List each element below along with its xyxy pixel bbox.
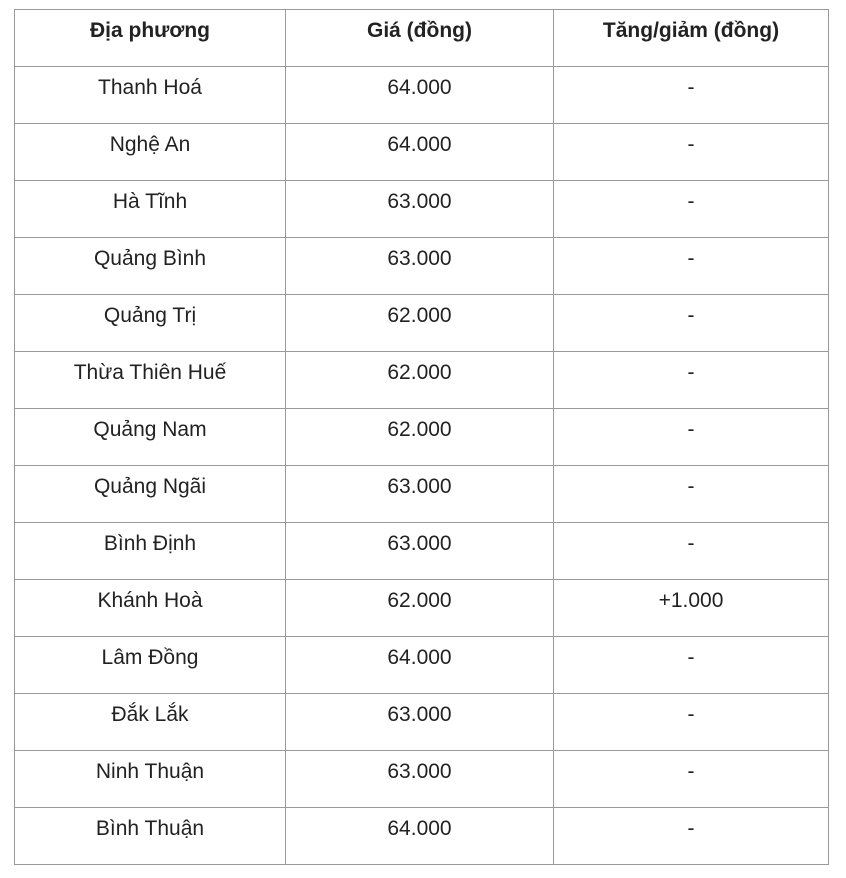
table-row: [15, 352, 829, 409]
locality-text: Đắk Lắk: [111, 703, 189, 726]
locality-cell: [15, 523, 286, 580]
price-cell: [286, 124, 554, 181]
change-text: +1.000: [658, 589, 724, 612]
change-cell: [554, 124, 829, 181]
locality-cell: [15, 238, 286, 295]
table-row: [15, 409, 829, 466]
price-text: 64.000: [387, 76, 452, 99]
price-text: 62.000: [387, 304, 452, 327]
header-cell-price: [286, 10, 554, 67]
locality-text: Quảng Bình: [93, 247, 207, 270]
header-locality-label: Địa phương: [90, 19, 210, 42]
locality-text: Hà Tĩnh: [112, 190, 188, 213]
table-row: [15, 124, 829, 181]
change-text: -: [687, 418, 695, 441]
locality-cell: [15, 67, 286, 124]
price-cell: [286, 637, 554, 694]
locality-text: Ninh Thuận: [95, 760, 205, 783]
change-text: -: [687, 646, 695, 669]
locality-text: Thừa Thiên Huế: [73, 361, 227, 384]
price-table-container: [14, 9, 829, 865]
header-price-label: Giá (đồng): [367, 19, 472, 42]
table-row: [15, 181, 829, 238]
locality-cell: [15, 295, 286, 352]
change-text: -: [687, 703, 695, 726]
locality-cell: [15, 352, 286, 409]
change-cell: [554, 238, 829, 295]
price-cell: [286, 523, 554, 580]
table-row: [15, 751, 829, 808]
change-text: -: [687, 532, 695, 555]
locality-cell: [15, 124, 286, 181]
table-row: [15, 523, 829, 580]
table-row: [15, 67, 829, 124]
locality-cell: [15, 808, 286, 865]
change-cell: [554, 181, 829, 238]
locality-cell: [15, 637, 286, 694]
locality-cell: [15, 409, 286, 466]
locality-cell: [15, 580, 286, 637]
price-cell: [286, 466, 554, 523]
locality-text: Bình Định: [103, 532, 197, 555]
price-table: [14, 9, 829, 865]
change-cell: [554, 580, 829, 637]
table-row: [15, 637, 829, 694]
price-text: 63.000: [387, 247, 452, 270]
change-text: -: [687, 304, 695, 327]
locality-text: Nghệ An: [109, 133, 191, 156]
price-cell: [286, 352, 554, 409]
change-cell: [554, 409, 829, 466]
price-text: 64.000: [387, 646, 452, 669]
locality-cell: [15, 751, 286, 808]
change-text: -: [687, 817, 695, 840]
price-text: 62.000: [387, 418, 452, 441]
locality-text: Quảng Nam: [93, 418, 207, 441]
price-cell: [286, 808, 554, 865]
locality-text: Thanh Hoá: [98, 76, 202, 99]
table-row: [15, 808, 829, 865]
price-cell: [286, 67, 554, 124]
table-row: [15, 466, 829, 523]
change-text: -: [687, 361, 695, 384]
change-text: -: [687, 475, 695, 498]
header-cell-change: [554, 10, 829, 67]
price-text: 63.000: [387, 760, 452, 783]
change-text: -: [687, 190, 695, 213]
price-cell: [286, 694, 554, 751]
change-text: -: [687, 133, 695, 156]
locality-cell: [15, 181, 286, 238]
table-body: [15, 67, 829, 865]
header-change-label: Tăng/giảm (đồng): [602, 19, 780, 42]
locality-text: Quảng Ngãi: [93, 475, 207, 498]
price-text: 62.000: [387, 361, 452, 384]
price-cell: [286, 751, 554, 808]
locality-text: Quảng Trị: [103, 304, 197, 327]
change-cell: [554, 67, 829, 124]
change-cell: [554, 808, 829, 865]
price-cell: [286, 409, 554, 466]
price-cell: [286, 238, 554, 295]
header-cell-locality: [15, 10, 286, 67]
change-cell: [554, 694, 829, 751]
change-cell: [554, 295, 829, 352]
price-text: 63.000: [387, 190, 452, 213]
change-cell: [554, 637, 829, 694]
price-text: 64.000: [387, 817, 452, 840]
table-row: [15, 238, 829, 295]
locality-text: Khánh Hoà: [97, 589, 203, 612]
locality-cell: [15, 466, 286, 523]
price-text: 64.000: [387, 133, 452, 156]
price-text: 63.000: [387, 475, 452, 498]
change-text: -: [687, 76, 695, 99]
locality-text: Lâm Đồng: [101, 646, 199, 669]
locality-text: Bình Thuận: [95, 817, 205, 840]
change-cell: [554, 523, 829, 580]
locality-cell: [15, 694, 286, 751]
table-row: [15, 295, 829, 352]
price-text: 63.000: [387, 532, 452, 555]
change-cell: [554, 352, 829, 409]
change-cell: [554, 466, 829, 523]
price-cell: [286, 181, 554, 238]
table-row: [15, 580, 829, 637]
table-header-row: [15, 10, 829, 67]
table-row: [15, 694, 829, 751]
change-text: -: [687, 247, 695, 270]
change-cell: [554, 751, 829, 808]
price-text: 62.000: [387, 589, 452, 612]
change-text: -: [687, 760, 695, 783]
price-text: 63.000: [387, 703, 452, 726]
price-cell: [286, 580, 554, 637]
price-cell: [286, 295, 554, 352]
